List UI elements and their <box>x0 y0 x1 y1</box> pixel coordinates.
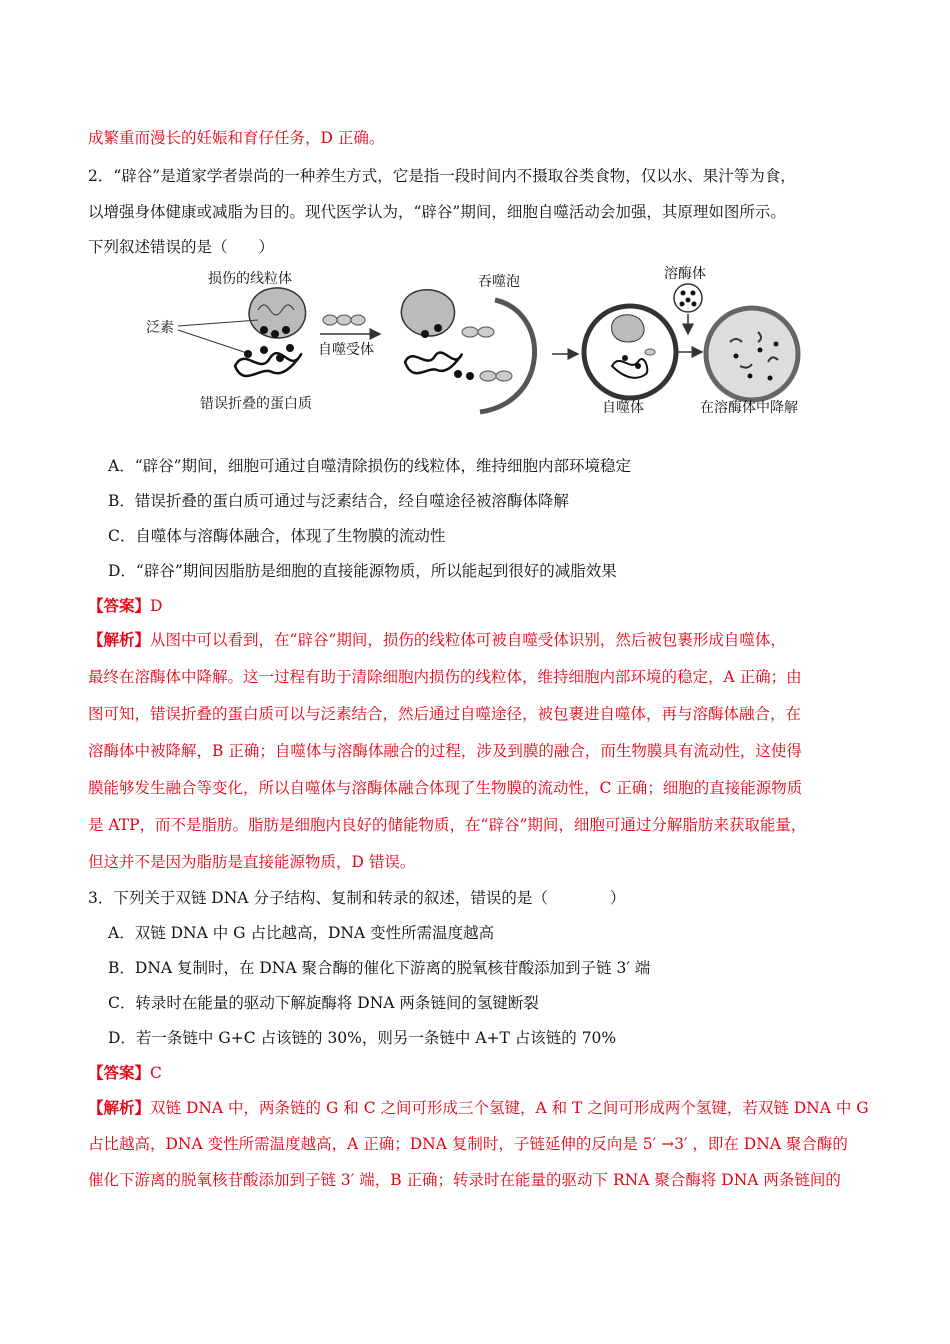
autophagosome-icon <box>584 306 676 398</box>
q2-option-c: C．自噬体与溶酶体融合，体现了生物膜的流动性 <box>108 527 446 545</box>
q2-stem-line-1: 2．“辟谷”是道家学者崇尚的一种养生方式，它是指一段时间内不摄取谷类食物，仅以水、果汁等为食， <box>88 167 796 185</box>
damaged-mitochondrion-icon <box>249 288 306 338</box>
ubiquitin-label: 泛素 <box>146 320 174 336</box>
degradation-icon <box>706 308 798 400</box>
q2-analysis-line-1 <box>88 630 786 650</box>
analysis-label: 【解析】 <box>88 630 151 649</box>
autophagosome-label: 自噬体 <box>602 400 644 416</box>
q3-analysis-line-3: 催化下游离的脱氧核苷酸添加到子链 3′ 端，B 正确；转录时在能量的驱动下 RNA 聚合酶将 DNA 两条链间的 <box>88 1171 841 1189</box>
ubiquitin-pointer-1 <box>178 320 258 326</box>
q3-option-d: D．若一条链中 G+C 占该链的 30%，则另一条链中 A+T 占该链的 70% <box>108 1029 617 1047</box>
ubiquitin-pointer-2 <box>178 330 250 354</box>
autophagy-diagram <box>140 262 820 422</box>
q2-stem-line-2: 以增强身体健康或减脂为目的。现代医学认为，“辟谷”期间，细胞自噬活动会加强，其原理如图所示。 <box>88 203 786 221</box>
protein-label: 错误折叠的蛋白质 <box>200 396 312 412</box>
answer-label: 【答案】 <box>88 596 151 615</box>
q2-answer <box>88 596 162 616</box>
q2-analysis-line-6: 是 ATP，而不是脂肪。脂肪是细胞内良好的储能物质，在“辟谷”期间，细胞可通过分解脂肪来获取能量， <box>88 816 807 834</box>
q2-option-b: B．错误折叠的蛋白质可通过与泛素结合，经自噬途径被溶酶体降解 <box>108 492 569 510</box>
answer-value: D <box>150 597 163 615</box>
q2-analysis-line-3: 图可知，错误折叠的蛋白质可以与泛素结合，然后通过自噬途径，被包裹进自噬体，再与溶酶体融合，在 <box>88 705 802 723</box>
analysis-label: 【解析】 <box>88 1098 151 1117</box>
answer-label: 【答案】 <box>88 1063 151 1082</box>
q3-analysis-line-2: 占比越高，DNA 变性所需温度越高，A 正确；DNA 复制时，子链延伸的反向是 5′ →3′ ，即在 DNA 聚合酶的 <box>88 1135 848 1153</box>
q2-stem-line-3: 下列叙述错误的是（ ） <box>88 238 275 256</box>
q3-answer <box>88 1063 162 1083</box>
q2-analysis-line-7: 但这并不是因为脂肪是直接能源物质，D 错误。 <box>88 853 416 871</box>
q3-option-b: B．DNA 复制时，在 DNA 聚合酶的催化下游离的脱氧核苷酸添加到子链 3′ 端 <box>108 959 651 977</box>
q2-analysis-line-4: 溶酶体中被降解，B 正确；自噬体与溶酶体融合的过程，涉及到膜的融合，而生物膜具有流动性，这使得 <box>88 742 802 760</box>
phagophore-membrane <box>480 300 535 412</box>
q3-stem: 3．下列关于双链 DNA 分子结构、复制和转录的叙述，错误的是（ ） <box>88 889 626 907</box>
continuation-line: 成繁重而漫长的妊娠和育仔任务，D 正确。 <box>88 129 385 147</box>
lysosome-label: 溶酶体 <box>664 266 706 282</box>
mitochondrion-with-receptor-icon <box>401 290 494 338</box>
q3-analysis-line-1 <box>88 1098 869 1118</box>
q2-option-d: D．“辟谷”期间因脂肪是细胞的直接能源物质，所以能起到很好的减脂效果 <box>108 562 617 580</box>
autophagy-receptor-icon <box>323 315 365 325</box>
analysis-text: 从图中可以看到，在“辟谷”期间，损伤的线粒体可被自噬受体识别，然后被包裹形成自噬体， <box>150 631 786 649</box>
analysis-text: 双链 DNA 中，两条链的 G 和 C 之间可形成三个氢键，A 和 T 之间可形成两个氢键，若双链 DNA 中 G <box>150 1099 869 1117</box>
protein-with-receptor-icon <box>405 353 512 381</box>
q3-option-c: C．转录时在能量的驱动下解旋酶将 DNA 两条链间的氢键断裂 <box>108 994 539 1012</box>
degrade-label: 在溶酶体中降解 <box>700 400 798 416</box>
q2-analysis-line-5: 膜能够发生融合等变化，所以自噬体与溶酶体融合体现了生物膜的流动性，C 正确；细胞的直接能源物质 <box>88 779 803 797</box>
q3-option-a: A．双链 DNA 中 G 占比越高，DNA 变性所需温度越高 <box>108 924 495 942</box>
answer-value: C <box>150 1064 162 1082</box>
q2-option-a: A．“辟谷”期间，细胞可通过自噬清除损伤的线粒体，维持细胞内部环境稳定 <box>108 457 632 475</box>
lysosome-icon <box>674 284 702 312</box>
receptor-label: 自噬受体 <box>318 342 374 358</box>
mito-label: 损伤的线粒体 <box>208 271 292 287</box>
phagophore-label: 吞噬泡 <box>478 274 520 290</box>
misfolded-protein-icon <box>235 344 301 376</box>
q2-analysis-line-2: 最终在溶酶体中降解。这一过程有助于清除细胞内损伤的线粒体，维持细胞内部环境的稳定，A 正确；由 <box>88 668 802 686</box>
